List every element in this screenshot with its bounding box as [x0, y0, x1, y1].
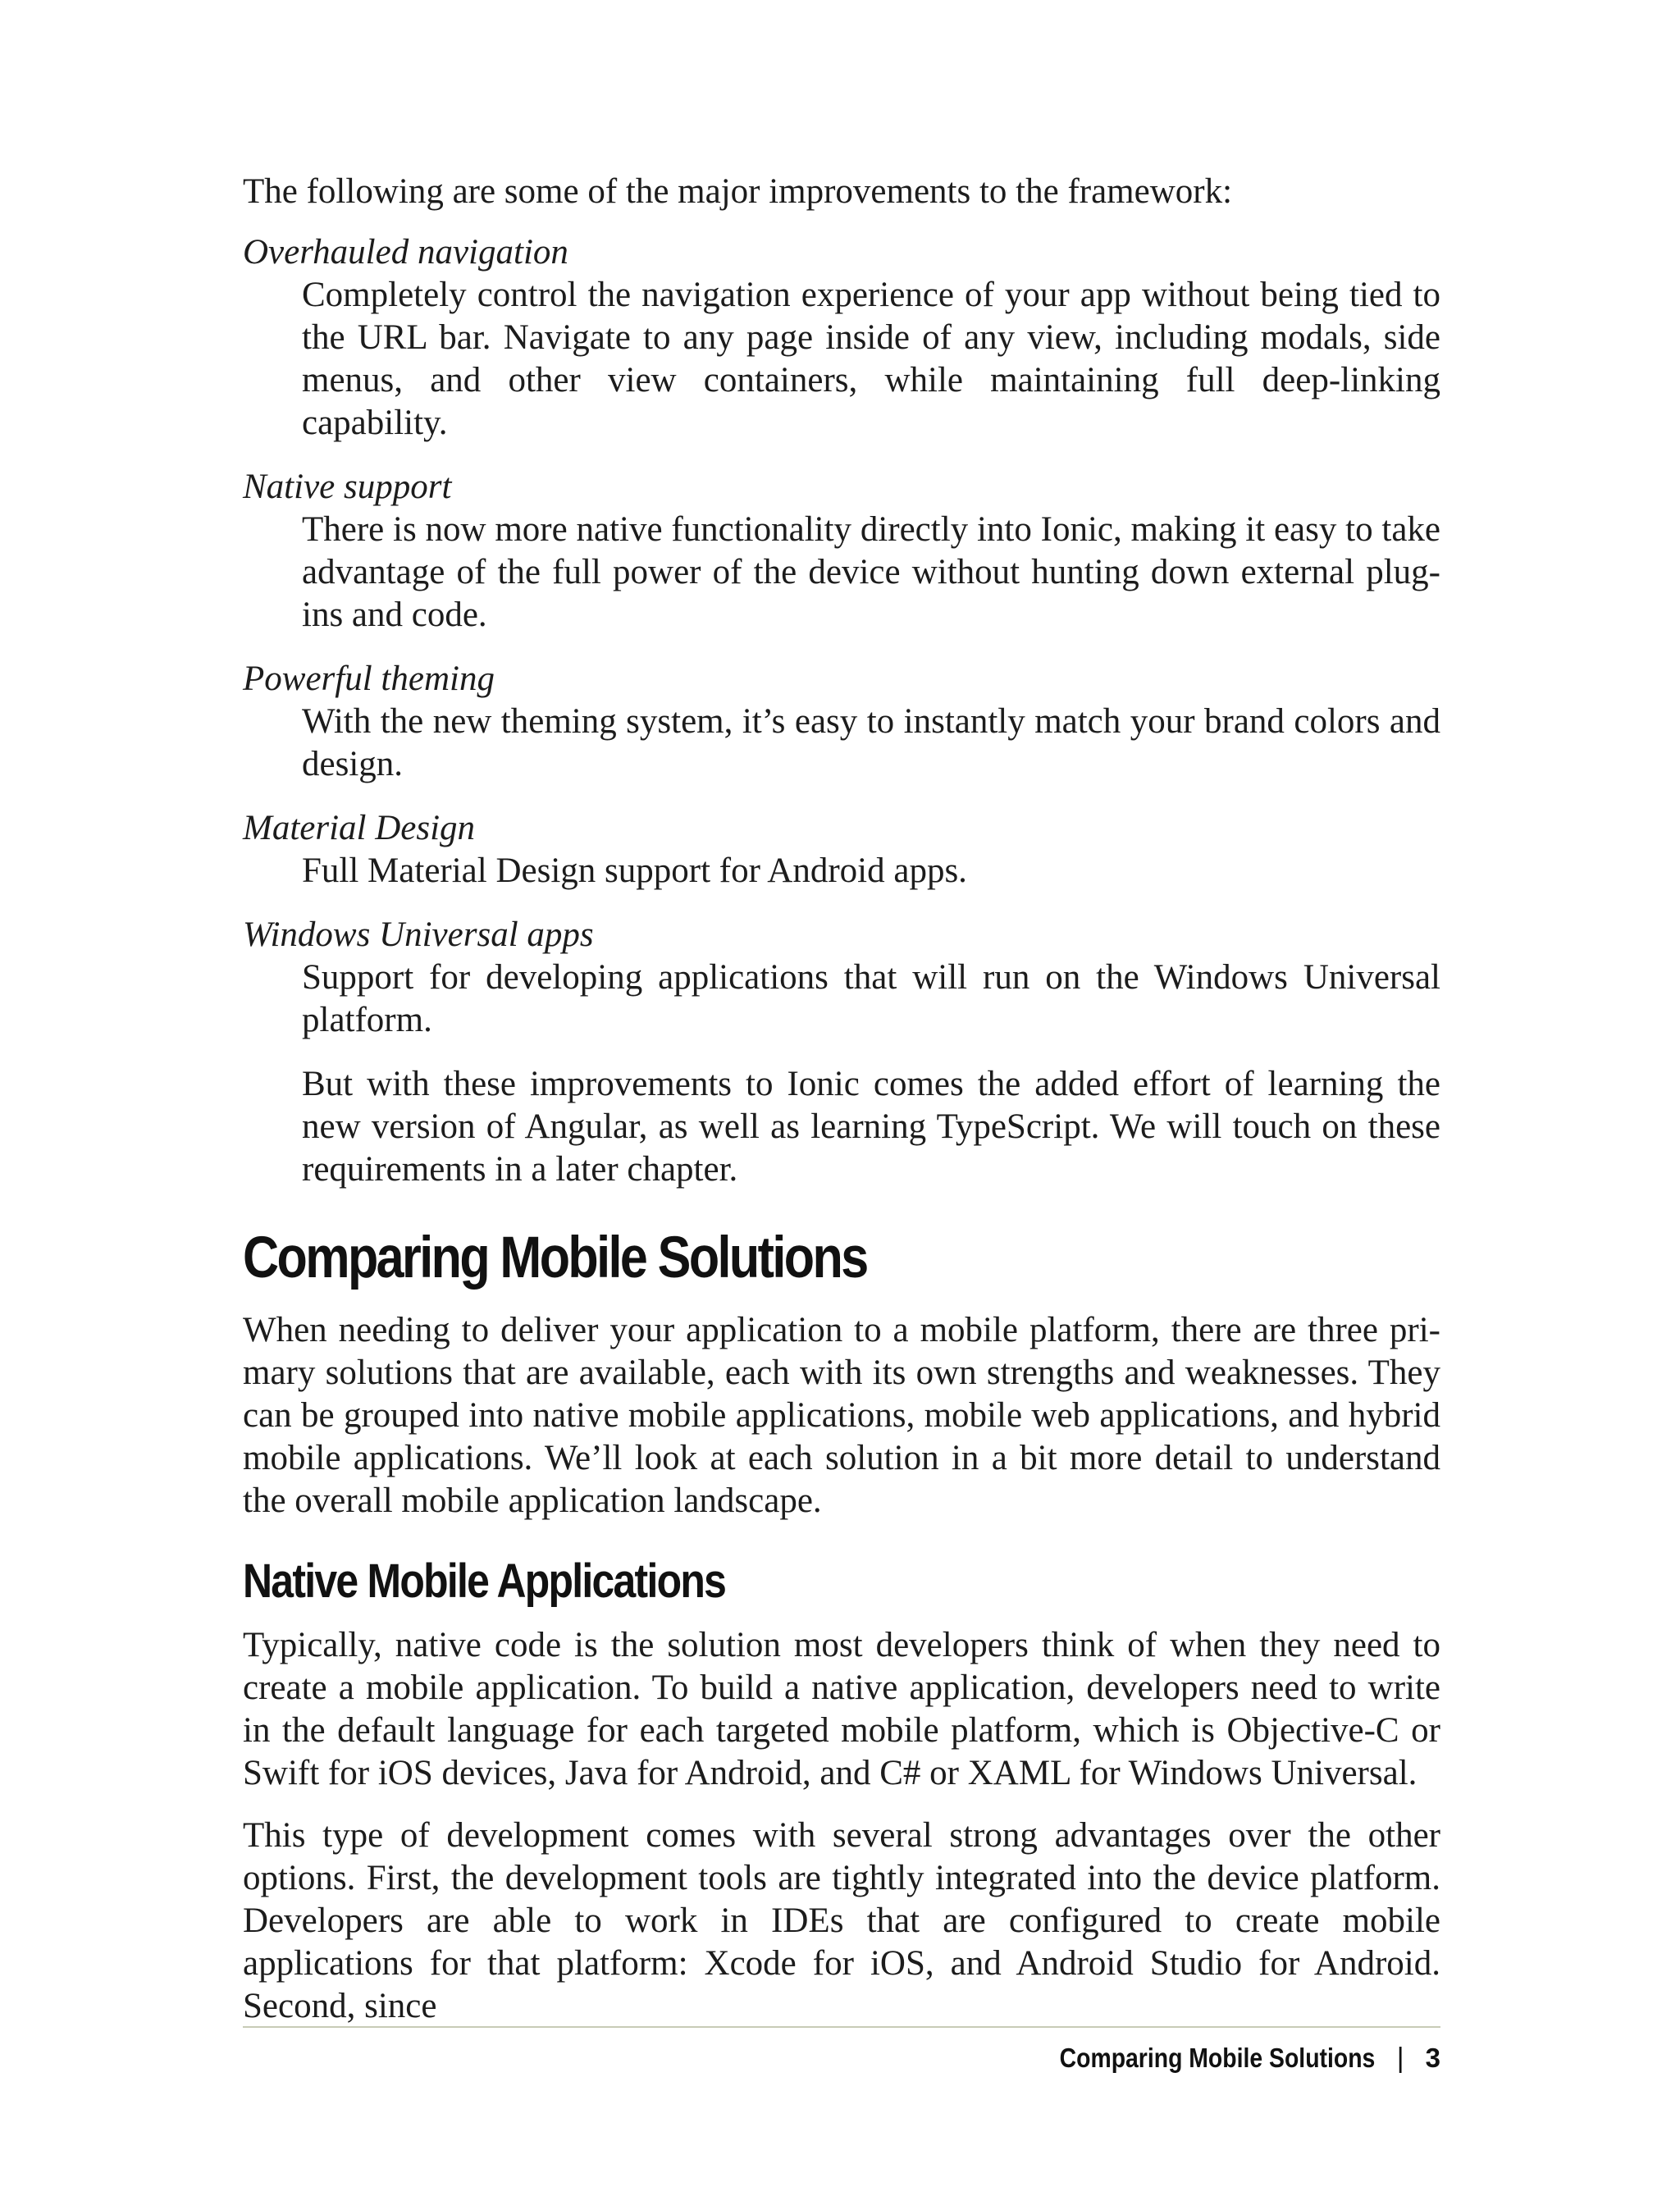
improvements-list	[243, 231, 1440, 1191]
subsection-paragraph-1: Typically, native code is the solution most developers think of when they need to create a mobile application. To build a native application, developers need to write in the default language for each targeted mobile platform, which is Objective-C or Swift for iOS devices, Java for Android, and C# or XAML for Windows Universal.	[243, 1626, 1440, 1792]
definition-native-support: There is now more native functionality directly into Ionic, making it easy to take advantage of the full power of the device without hunting down external plug-ins and code.	[302, 510, 1440, 634]
footer-section-title: Comparing Mobile Solutions	[1060, 2043, 1376, 2073]
footer-separator: |	[1396, 2042, 1404, 2074]
term-windows-universal-apps: Windows Universal apps	[243, 915, 594, 954]
term-material-design: Material Design	[243, 809, 476, 847]
definition-overhauled-navigation: Completely control the navigation experience of your app without being tied to the URL bar. Navigate to any page inside of any view, including modals, side menus, and other view containers, while maintaining full deep-linking capability.	[302, 276, 1440, 442]
intro-text: The following are some of the major improvements to the framework:	[243, 172, 1233, 211]
definition-material-design: Full Material Design support for Android apps.	[302, 851, 967, 890]
page-number: 3	[1425, 2043, 1440, 2073]
section-paragraph: When needing to deliver your application to a mobile platform, there are three primary solutions that are available, each with its own strengths and weaknesses. They can be grouped into native mobile applications, mobile web applications, and hybrid mobile applications. We’ll look at each solution in a bit more detail to understand the overall mobile application landscape.	[243, 1311, 1440, 1520]
term-powerful-theming: Powerful theming	[243, 660, 495, 698]
footer-divider	[243, 2026, 1440, 2028]
definition-powerful-theming: With the new theming system, it’s easy to instantly match your brand colors and design.	[302, 702, 1440, 783]
definition-windows-universal-apps: Support for developing applications that will run on the Windows Universal platform.	[302, 958, 1440, 1039]
page-content	[243, 171, 1440, 2048]
term-overhauled-navigation: Overhauled navigation	[243, 233, 568, 272]
section-heading: Comparing Mobile Solutions	[243, 1226, 867, 1290]
definition-followup-paragraph: But with these improvements to Ionic comes the added effort of learning the new version of Angular, as well as learning TypeScript. We will touch on these requirements in a later chapter.	[302, 1065, 1440, 1189]
term-native-support: Native support	[243, 468, 452, 506]
subsection-paragraph-2: This type of development comes with several strong advantages over the other options. First, the development tools are tightly integrated into the device platform. Developers are able to work in IDEs that are configured to create mobile applications for that platform: Xcode for iOS, and Android Studio for Android. Second, since	[243, 1816, 1440, 2025]
subsection-heading: Native Mobile Applications	[243, 1554, 726, 1608]
page-footer	[243, 2038, 1440, 2079]
